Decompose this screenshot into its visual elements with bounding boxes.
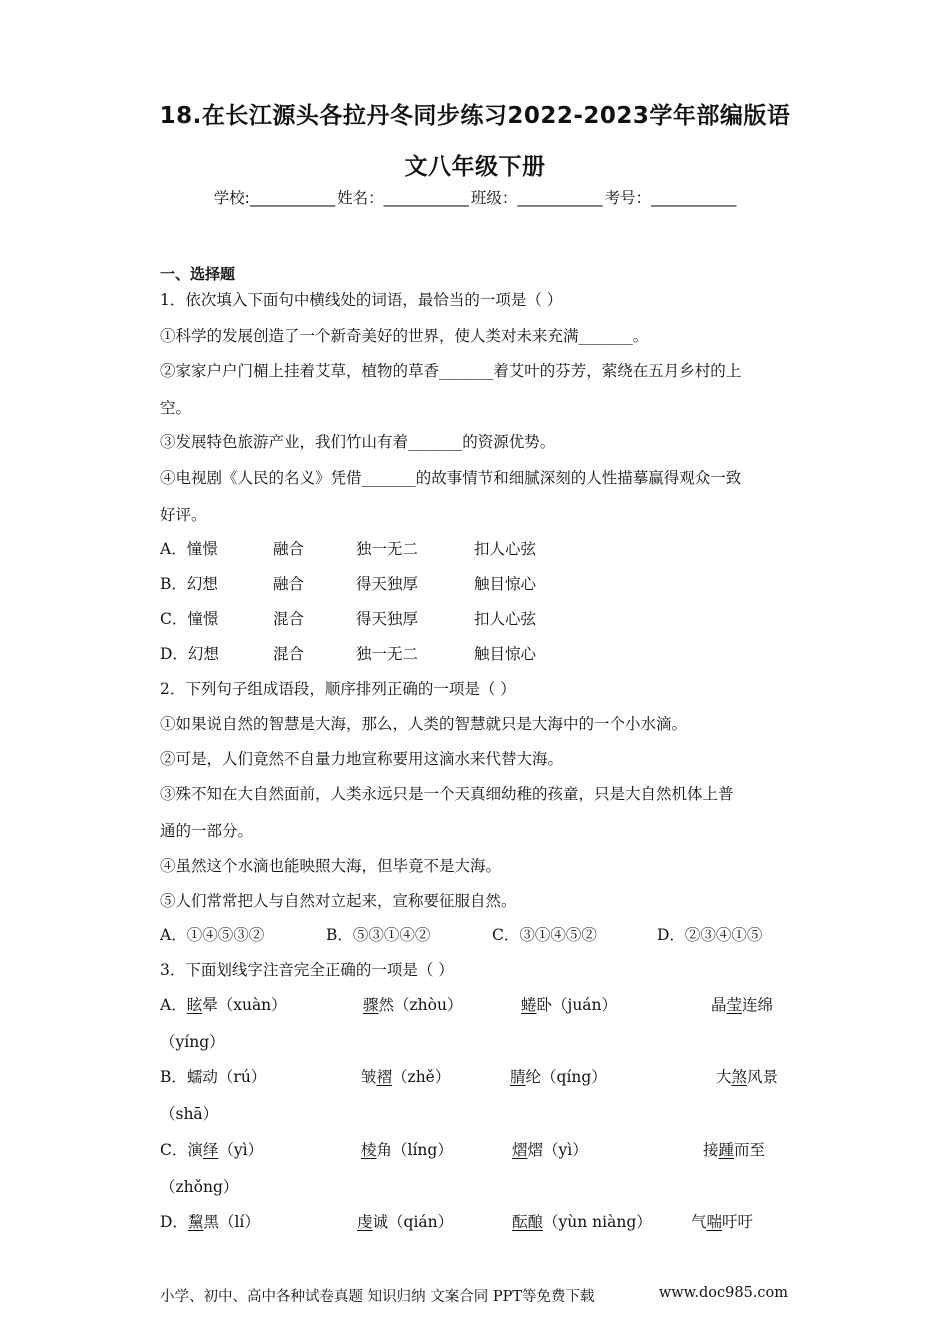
option-item xyxy=(160,993,287,1015)
question-2-sentence-5: ⑤人们常常把人与自然对立起来，宣称要征服自然。 xyxy=(160,892,517,910)
option-text: 卧（juán） xyxy=(536,996,618,1014)
option-text: 气 xyxy=(691,1213,707,1231)
option-text: 风景 xyxy=(747,1068,779,1086)
underlined-char: 熠 xyxy=(512,1141,528,1159)
option-text: （yùn niàng） xyxy=(543,1213,652,1231)
question-2-sentence-3-cont: 通的一部分。 xyxy=(160,822,254,840)
question-1-sentence-4: ④电视剧《人民的名义》凭借_______的故事情节和细腻深刻的人性描摹赢得观众一致 xyxy=(160,469,742,487)
question-2-option-d[interactable]: D．②③④①⑤ xyxy=(657,926,763,944)
underlined-char: 眩 xyxy=(186,996,203,1014)
option-text: （zhě） xyxy=(392,1068,451,1086)
option-item xyxy=(512,1210,652,1232)
option-text: 动（rú） xyxy=(202,1068,267,1086)
option-text: （zhǒng） xyxy=(160,1178,239,1196)
question-3-stem: 3．下面划线字注音完全正确的一项是（ ） xyxy=(160,961,454,979)
underlined-char: 腈 xyxy=(510,1068,526,1086)
option-text: （shā） xyxy=(160,1105,219,1123)
option-text: 蠕 xyxy=(186,1068,203,1086)
option-text: 角（líng） xyxy=(376,1141,453,1159)
option-label: A． xyxy=(160,996,187,1014)
footer-link[interactable]: www.doc985.com xyxy=(658,1285,788,1301)
option-cell: 融合 xyxy=(273,575,305,593)
option-cell: 独一无二 xyxy=(356,645,419,663)
option-cell: 得天独厚 xyxy=(356,610,419,628)
option-item xyxy=(510,1065,607,1087)
option-text: 皱 xyxy=(361,1068,377,1086)
school-field[interactable]: 学校:___________ xyxy=(213,189,336,207)
underlined-char: 绎 xyxy=(202,1141,219,1159)
option-item xyxy=(160,1138,263,1160)
option-text: 大 xyxy=(716,1068,732,1086)
option-cell: 混合 xyxy=(273,610,305,628)
question-2-stem: 2．下列句子组成语段，顺序排列正确的一项是（ ） xyxy=(160,680,516,698)
option-item xyxy=(521,993,617,1015)
question-2-sentence-3: ③殊不知在大自然面前，人类永远只是一个天真细幼稚的孩童，只是大自然机体上普 xyxy=(160,785,734,803)
option-text: 熠（yì） xyxy=(527,1141,588,1159)
footer-text: 小学、初中、高中各种试卷真题 知识归纳 文案合同 PPT等免费下载 xyxy=(160,1289,595,1305)
option-text: 纶（qíng） xyxy=(525,1068,607,1086)
option-item xyxy=(357,1210,453,1232)
underlined-char: 蜷 xyxy=(521,996,537,1014)
option-text: 诚（qián） xyxy=(372,1213,454,1231)
option-cell: 触目惊心 xyxy=(474,575,537,593)
underlined-char: 莹 xyxy=(726,996,743,1014)
option-text: 黑（lí） xyxy=(203,1213,260,1231)
option-cell: 混合 xyxy=(273,645,305,663)
option-item xyxy=(363,993,462,1015)
underlined-char: 酝酿 xyxy=(512,1213,544,1231)
question-1-sentence-2-cont: 空。 xyxy=(160,399,192,417)
question-1-sentence-2: ②家家户户门楣上挂着艾草，植物的草香_______着艾叶的芬芳，萦绕在五月乡村的上 xyxy=(160,362,742,380)
name-field[interactable]: 姓名：___________ xyxy=(337,189,469,207)
page-title-line-1: 18.在长江源头各拉丹冬同步练习2022-2023学年部编版语 xyxy=(159,103,791,129)
question-1-stem: 1．依次填入下面句中横线处的词语，最恰当的一项是（ ） xyxy=(160,291,563,309)
option-cell: B．幻想 xyxy=(160,575,218,593)
option-cell: 独一无二 xyxy=(356,540,419,558)
option-cell: D．幻想 xyxy=(160,645,219,663)
class-field[interactable]: 班级：___________ xyxy=(470,189,603,207)
student-info-row xyxy=(0,186,950,208)
option-cell: 扣人心弦 xyxy=(474,610,537,628)
option-cell: 触目惊心 xyxy=(474,645,537,663)
option-text: 连绵 xyxy=(742,996,774,1014)
option-item xyxy=(361,1065,450,1087)
option-text: 然（zhòu） xyxy=(378,996,463,1014)
option-item xyxy=(160,1065,266,1087)
underlined-char: 骤 xyxy=(363,996,379,1014)
option-text: 接 xyxy=(703,1141,719,1159)
question-2-sentence-2: ②可是，人们竟然不自量力地宣称要用这滴水来代替大海。 xyxy=(160,750,564,768)
option-item xyxy=(716,1065,778,1087)
question-2-sentence-1: ①如果说自然的智慧是大海，那么，人类的智慧就只是大海中的一个小水滴。 xyxy=(160,715,688,733)
option-text: 演 xyxy=(187,1141,203,1159)
underlined-char: 虔 xyxy=(357,1213,373,1231)
option-cell: 扣人心弦 xyxy=(474,540,537,558)
underlined-char: 煞 xyxy=(731,1068,748,1086)
option-cell: 融合 xyxy=(273,540,305,558)
option-cell: A．憧憬 xyxy=(160,540,218,558)
question-2-option-b[interactable]: B．⑤③①④② xyxy=(326,926,431,944)
option-label: B． xyxy=(160,1068,187,1086)
question-2-option-a[interactable]: A．①④⑤③② xyxy=(160,926,265,944)
option-cell: C．憧憬 xyxy=(160,610,219,628)
option-text: 晕（xuàn） xyxy=(202,996,287,1014)
option-text: （yì） xyxy=(218,1141,264,1159)
option-item xyxy=(703,1138,765,1160)
option-item xyxy=(711,993,773,1015)
underlined-char: 喘 xyxy=(706,1213,723,1231)
underlined-char: 褶 xyxy=(376,1068,393,1086)
option-text: 吁吁 xyxy=(722,1213,754,1231)
exam-number-field[interactable]: 考号：___________ xyxy=(604,189,737,207)
page-title-line-2: 文八年级下册 xyxy=(404,154,546,180)
option-label: C． xyxy=(160,1141,188,1159)
question-1-sentence-3: ③发展特色旅游产业，我们竹山有着_______的资源优势。 xyxy=(160,433,556,451)
option-cell: 得天独厚 xyxy=(356,575,419,593)
option-item xyxy=(160,1210,260,1232)
underlined-char: 黧 xyxy=(187,1213,204,1231)
option-text: 晶 xyxy=(711,996,727,1014)
option-item xyxy=(691,1210,753,1232)
underlined-char: 踵 xyxy=(718,1141,735,1159)
question-2-option-c[interactable]: C．③①④⑤② xyxy=(492,926,597,944)
question-2-sentence-4: ④虽然这个水滴也能映照大海，但毕竟不是大海。 xyxy=(160,857,502,875)
option-item xyxy=(512,1138,588,1160)
underlined-char: 棱 xyxy=(361,1141,377,1159)
option-label: D． xyxy=(160,1213,188,1231)
section-heading: 一、选择题 xyxy=(160,265,236,283)
page-footer xyxy=(160,1285,788,1306)
option-text: （yíng） xyxy=(160,1033,225,1051)
option-item xyxy=(361,1138,453,1160)
question-1-sentence-1: ①科学的发展创造了一个新奇美好的世界，使人类对未来充满_______。 xyxy=(160,327,649,345)
option-text: 而至 xyxy=(734,1141,766,1159)
question-1-sentence-4-cont: 好评。 xyxy=(160,506,207,524)
